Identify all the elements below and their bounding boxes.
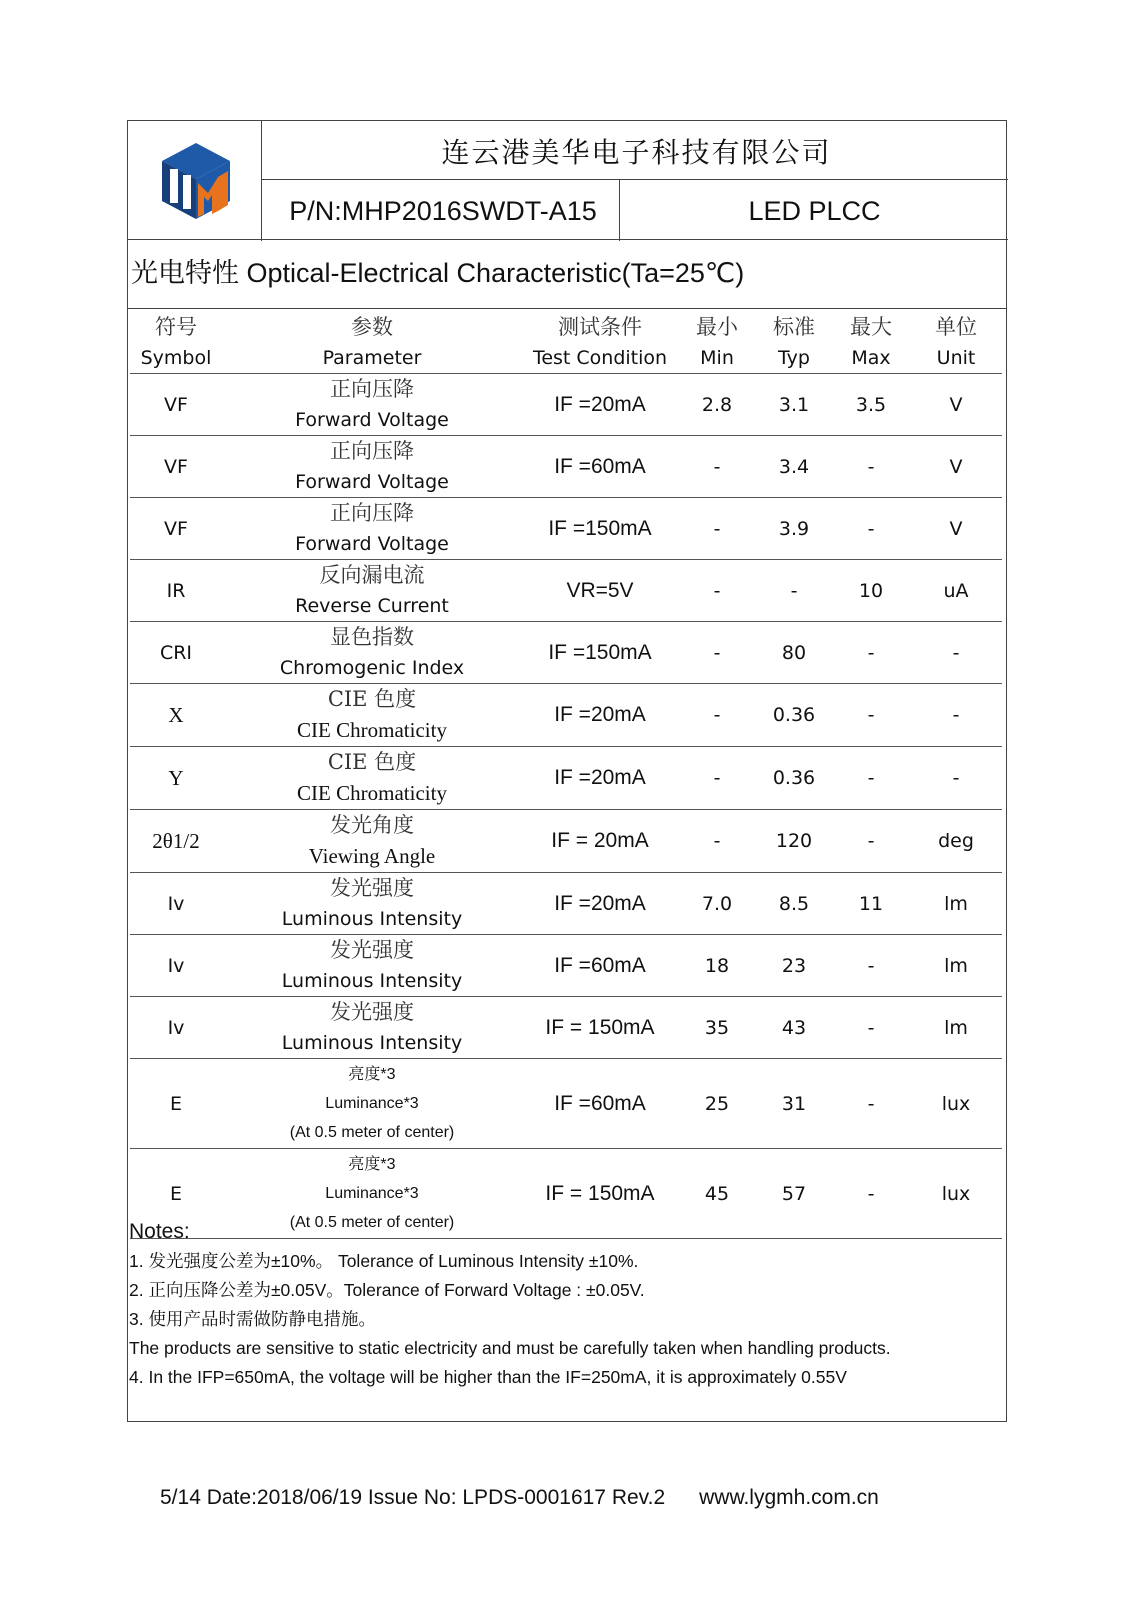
cell-min — [678, 436, 756, 498]
cell-test-condition — [522, 997, 678, 1059]
parameter-en: Forward Voltage — [295, 471, 449, 493]
min-value: 25 — [704, 1092, 730, 1115]
cell-typ — [756, 1059, 832, 1149]
table-row — [130, 997, 1002, 1059]
condition-text: IF =20mA — [554, 703, 646, 726]
symbol-text: VF — [164, 455, 188, 478]
cell-max — [832, 374, 910, 436]
notes-section — [129, 1217, 1004, 1392]
condition-text: IF =150mA — [548, 516, 652, 540]
typ-value: 3.1 — [778, 393, 810, 416]
cell-unit — [910, 1059, 1002, 1149]
header-logo-divider — [261, 121, 262, 241]
typ-value: 80 — [781, 641, 807, 664]
min-value: - — [713, 767, 721, 789]
notes-title: Notes: — [129, 1220, 190, 1243]
min-value: - — [713, 579, 721, 602]
characteristics-table — [130, 312, 1002, 1239]
cell-unit — [910, 935, 1002, 997]
unit-value: lux — [941, 1182, 971, 1205]
cell-max — [832, 810, 910, 873]
max-value: - — [867, 704, 875, 726]
cell-test-condition — [522, 560, 678, 622]
cell-typ — [756, 997, 832, 1059]
company-logo — [158, 139, 234, 221]
typ-value: 43 — [781, 1016, 807, 1039]
cell-typ — [756, 374, 832, 436]
cell-unit — [910, 684, 1002, 747]
typ-value: 31 — [781, 1092, 807, 1115]
cell-test-condition — [522, 747, 678, 810]
max-value: 11 — [858, 892, 884, 915]
condition-text: IF =60mA — [554, 953, 646, 977]
cell-parameter — [222, 1059, 522, 1149]
condition-text: IF =150mA — [548, 640, 652, 664]
min-value: 45 — [704, 1182, 730, 1205]
cell-test-condition — [522, 374, 678, 436]
table-row — [130, 1059, 1002, 1149]
cell-max — [832, 436, 910, 498]
unit-value: - — [952, 641, 960, 664]
note-line: 3. 使用产品时需做防静电措施。 — [129, 1309, 376, 1329]
cell-parameter — [222, 560, 522, 622]
cell-typ — [756, 436, 832, 498]
cell-parameter — [222, 622, 522, 684]
condition-text: VR=5V — [566, 578, 634, 602]
symbol-text: E — [169, 1182, 182, 1205]
cell-symbol — [130, 622, 222, 684]
min-value: - — [713, 455, 721, 478]
cell-typ — [756, 684, 832, 747]
max-value: - — [867, 455, 875, 478]
cell-max — [832, 622, 910, 684]
typ-value: 120 — [775, 830, 813, 852]
parameter-en: CIE Chromaticity — [297, 781, 447, 805]
cell-typ — [756, 873, 832, 935]
company-name: 连云港美华电子科技有限公司 — [441, 136, 832, 169]
cell-symbol — [130, 684, 222, 747]
table-row — [130, 684, 1002, 747]
cell-test-condition — [522, 935, 678, 997]
min-value: 35 — [704, 1016, 730, 1039]
min-value: - — [713, 830, 721, 852]
cell-min — [678, 997, 756, 1059]
symbol-text: VF — [164, 393, 188, 416]
cell-parameter — [222, 374, 522, 436]
typ-value: 0.36 — [772, 767, 816, 789]
table-row — [130, 498, 1002, 560]
parameter-en: CIE Chromaticity — [297, 718, 447, 742]
cell-min — [678, 684, 756, 747]
max-value: 3.5 — [855, 393, 887, 416]
table-row — [130, 747, 1002, 810]
parameter-en: Chromogenic Index — [279, 657, 465, 679]
header-typ: 标准 Typ — [756, 312, 832, 374]
parameter-cn: 反向漏电流 — [319, 563, 425, 587]
max-value: - — [867, 1016, 875, 1039]
cell-min — [678, 747, 756, 810]
cell-unit — [910, 622, 1002, 684]
cell-min — [678, 935, 756, 997]
cell-unit — [910, 498, 1002, 560]
part-number: P/N:MHP2016SWDT-A15 — [289, 195, 597, 226]
condition-text: IF = 20mA — [551, 829, 649, 852]
unit-value: V — [949, 393, 963, 416]
parameter-cn: 正向压降 — [330, 439, 414, 463]
unit-value: lm — [944, 892, 968, 915]
cell-min — [678, 560, 756, 622]
parameter-cn: 正向压降 — [330, 377, 414, 401]
parameter-cn: CIE 色度 — [327, 750, 417, 774]
cell-test-condition — [522, 873, 678, 935]
cell-symbol — [130, 935, 222, 997]
page-footer — [160, 1486, 879, 1510]
max-value: - — [867, 641, 875, 664]
cell-test-condition — [522, 684, 678, 747]
cell-symbol — [130, 436, 222, 498]
cell-unit — [910, 374, 1002, 436]
cell-typ — [756, 498, 832, 560]
parameter-en: Forward Voltage — [295, 533, 449, 555]
cell-max — [832, 560, 910, 622]
cell-symbol — [130, 747, 222, 810]
typ-value: - — [790, 579, 798, 602]
typ-value: 23 — [781, 954, 807, 977]
cell-parameter — [222, 684, 522, 747]
header-min: 最小 Min — [678, 312, 756, 374]
table-row — [130, 935, 1002, 997]
cell-symbol — [130, 810, 222, 873]
note-line: 4. In the IFP=650mA, the voltage will be higher than the IF=250mA, it is approximately 0.55V — [129, 1367, 847, 1387]
package-type: LED PLCC — [748, 195, 881, 226]
condition-text: IF =60mA — [554, 454, 646, 478]
cell-max — [832, 747, 910, 810]
min-value: - — [713, 704, 721, 726]
typ-value: 8.5 — [778, 892, 810, 915]
cell-symbol — [130, 498, 222, 560]
max-value: - — [867, 1182, 875, 1205]
table-row — [130, 436, 1002, 498]
parameter-en: Luminous Intensity — [281, 970, 463, 992]
note-line: 1. 发光强度公差为±10%。 Tolerance of Luminous Intensity ±10%. — [129, 1251, 639, 1271]
symbol-text: IR — [166, 579, 186, 602]
cell-parameter — [222, 873, 522, 935]
unit-value: - — [952, 704, 960, 726]
symbol-text: Iv — [167, 954, 185, 977]
min-value: - — [713, 641, 721, 664]
header-max: 最大 Max — [832, 312, 910, 374]
table-row — [130, 622, 1002, 684]
cell-unit — [910, 997, 1002, 1059]
cell-max — [832, 684, 910, 747]
unit-value: lux — [941, 1092, 971, 1115]
cell-min — [678, 498, 756, 560]
cell-test-condition — [522, 498, 678, 560]
cell-max — [832, 935, 910, 997]
parameter-cn: 发光强度 — [330, 938, 414, 962]
cell-unit — [910, 560, 1002, 622]
parameter-en: Reverse Current — [295, 595, 449, 617]
cell-min — [678, 622, 756, 684]
max-value: - — [867, 1092, 875, 1115]
parameter-en: Luminous Intensity — [281, 908, 463, 930]
cell-symbol — [130, 1059, 222, 1149]
parameter-cn: 发光强度 — [330, 876, 414, 900]
cell-parameter — [222, 997, 522, 1059]
header-symbol: 符号 Symbol — [130, 312, 222, 374]
section-title: 光电特性 Optical-Electrical Characteristic(Ta=25℃) — [131, 258, 745, 288]
symbol-text: E — [169, 1092, 182, 1115]
condition-text: IF =20mA — [554, 392, 646, 416]
parameter-cn: 正向压降 — [330, 501, 414, 525]
symbol-text: X — [168, 702, 184, 727]
note-line: 2. 正向压降公差为±0.05V。Tolerance of Forward Voltage : ±0.05V. — [129, 1280, 645, 1300]
note-line: The products are sensitive to static electricity and must be carefully taken when handling products. — [129, 1338, 891, 1358]
condition-text: IF =60mA — [554, 1091, 646, 1115]
cell-unit — [910, 747, 1002, 810]
condition-text: IF =20mA — [554, 891, 646, 915]
cell-parameter — [222, 810, 522, 873]
symbol-text: Iv — [167, 892, 185, 915]
table-header-row — [130, 312, 1002, 374]
cell-symbol — [130, 560, 222, 622]
parameter-en: Viewing Angle — [308, 844, 436, 868]
section-divider — [128, 308, 1006, 309]
typ-value: 3.9 — [778, 517, 810, 540]
cell-min — [678, 374, 756, 436]
cell-min — [678, 1059, 756, 1149]
condition-text: IF = 150mA — [545, 1181, 655, 1205]
table-row — [130, 374, 1002, 436]
unit-value: uA — [943, 579, 969, 602]
condition-text: IF = 150mA — [545, 1015, 655, 1039]
cell-parameter — [222, 935, 522, 997]
parameter-note: (At 0.5 meter of center) — [289, 1124, 455, 1141]
cell-max — [832, 498, 910, 560]
min-value: 2.8 — [701, 393, 733, 416]
max-value: - — [867, 954, 875, 977]
table-row — [130, 873, 1002, 935]
parameter-cn: 发光角度 — [330, 813, 414, 837]
cell-typ — [756, 935, 832, 997]
symbol-text: 2θ1/2 — [152, 828, 200, 853]
table-row — [130, 810, 1002, 873]
unit-value: V — [949, 517, 963, 540]
cell-max — [832, 873, 910, 935]
max-value: - — [867, 517, 875, 540]
footer-website[interactable]: www.lygmh.com.cn — [699, 1486, 879, 1509]
parameter-cn: 发光强度 — [330, 1000, 414, 1024]
cell-symbol — [130, 873, 222, 935]
cell-typ — [756, 560, 832, 622]
header-test-condition: 测试条件 Test Condition — [522, 312, 678, 374]
condition-text: IF =20mA — [554, 766, 646, 789]
parameter-cn: 亮度*3 — [348, 1066, 396, 1083]
cell-test-condition — [522, 436, 678, 498]
min-value: - — [713, 517, 721, 540]
symbol-text: CRI — [159, 641, 193, 664]
min-value: 7.0 — [701, 892, 733, 915]
cell-typ — [756, 622, 832, 684]
min-value: 18 — [704, 954, 730, 977]
parameter-cn: 显色指数 — [330, 625, 414, 649]
unit-value: deg — [938, 830, 974, 852]
unit-value: lm — [944, 954, 968, 977]
datasheet-frame — [127, 120, 1007, 1422]
cell-parameter — [222, 436, 522, 498]
parameter-cn: CIE 色度 — [327, 687, 417, 711]
parameter-note: (At 0.5 meter of center) — [289, 1214, 455, 1231]
unit-value: V — [949, 455, 963, 478]
max-value: - — [867, 830, 875, 852]
cell-min — [678, 873, 756, 935]
cell-min — [678, 810, 756, 873]
parameter-en: Luminance*3 — [325, 1185, 419, 1202]
cell-test-condition — [522, 622, 678, 684]
cell-symbol — [130, 374, 222, 436]
unit-value: lm — [944, 1016, 968, 1039]
cell-test-condition — [522, 1059, 678, 1149]
cell-symbol — [130, 997, 222, 1059]
typ-value: 3.4 — [778, 455, 810, 478]
cell-max — [832, 997, 910, 1059]
symbol-text: Y — [168, 765, 184, 790]
symbol-text: Iv — [167, 1016, 185, 1039]
cell-parameter — [222, 747, 522, 810]
parameter-en: Luminance*3 — [325, 1095, 419, 1112]
cell-unit — [910, 873, 1002, 935]
parameter-cn: 亮度*3 — [348, 1156, 396, 1173]
unit-value: - — [952, 767, 960, 789]
cell-unit — [910, 436, 1002, 498]
cell-max — [832, 1059, 910, 1149]
cell-test-condition — [522, 810, 678, 873]
max-value: - — [867, 767, 875, 789]
cell-parameter — [222, 498, 522, 560]
cell-unit — [910, 810, 1002, 873]
table-row — [130, 560, 1002, 622]
symbol-text: VF — [164, 517, 188, 540]
footer-info: 5/14 Date:2018/06/19 Issue No: LPDS-0001617 Rev.2 — [160, 1486, 666, 1509]
parameter-en: Forward Voltage — [295, 409, 449, 431]
header-unit: 单位 Unit — [910, 312, 1002, 374]
cell-typ — [756, 810, 832, 873]
typ-value: 0.36 — [772, 704, 816, 726]
parameter-en: Luminous Intensity — [281, 1032, 463, 1054]
max-value: 10 — [858, 579, 884, 602]
typ-value: 57 — [781, 1182, 807, 1205]
cell-typ — [756, 747, 832, 810]
header-parameter: 参数 Parameter — [222, 312, 522, 374]
